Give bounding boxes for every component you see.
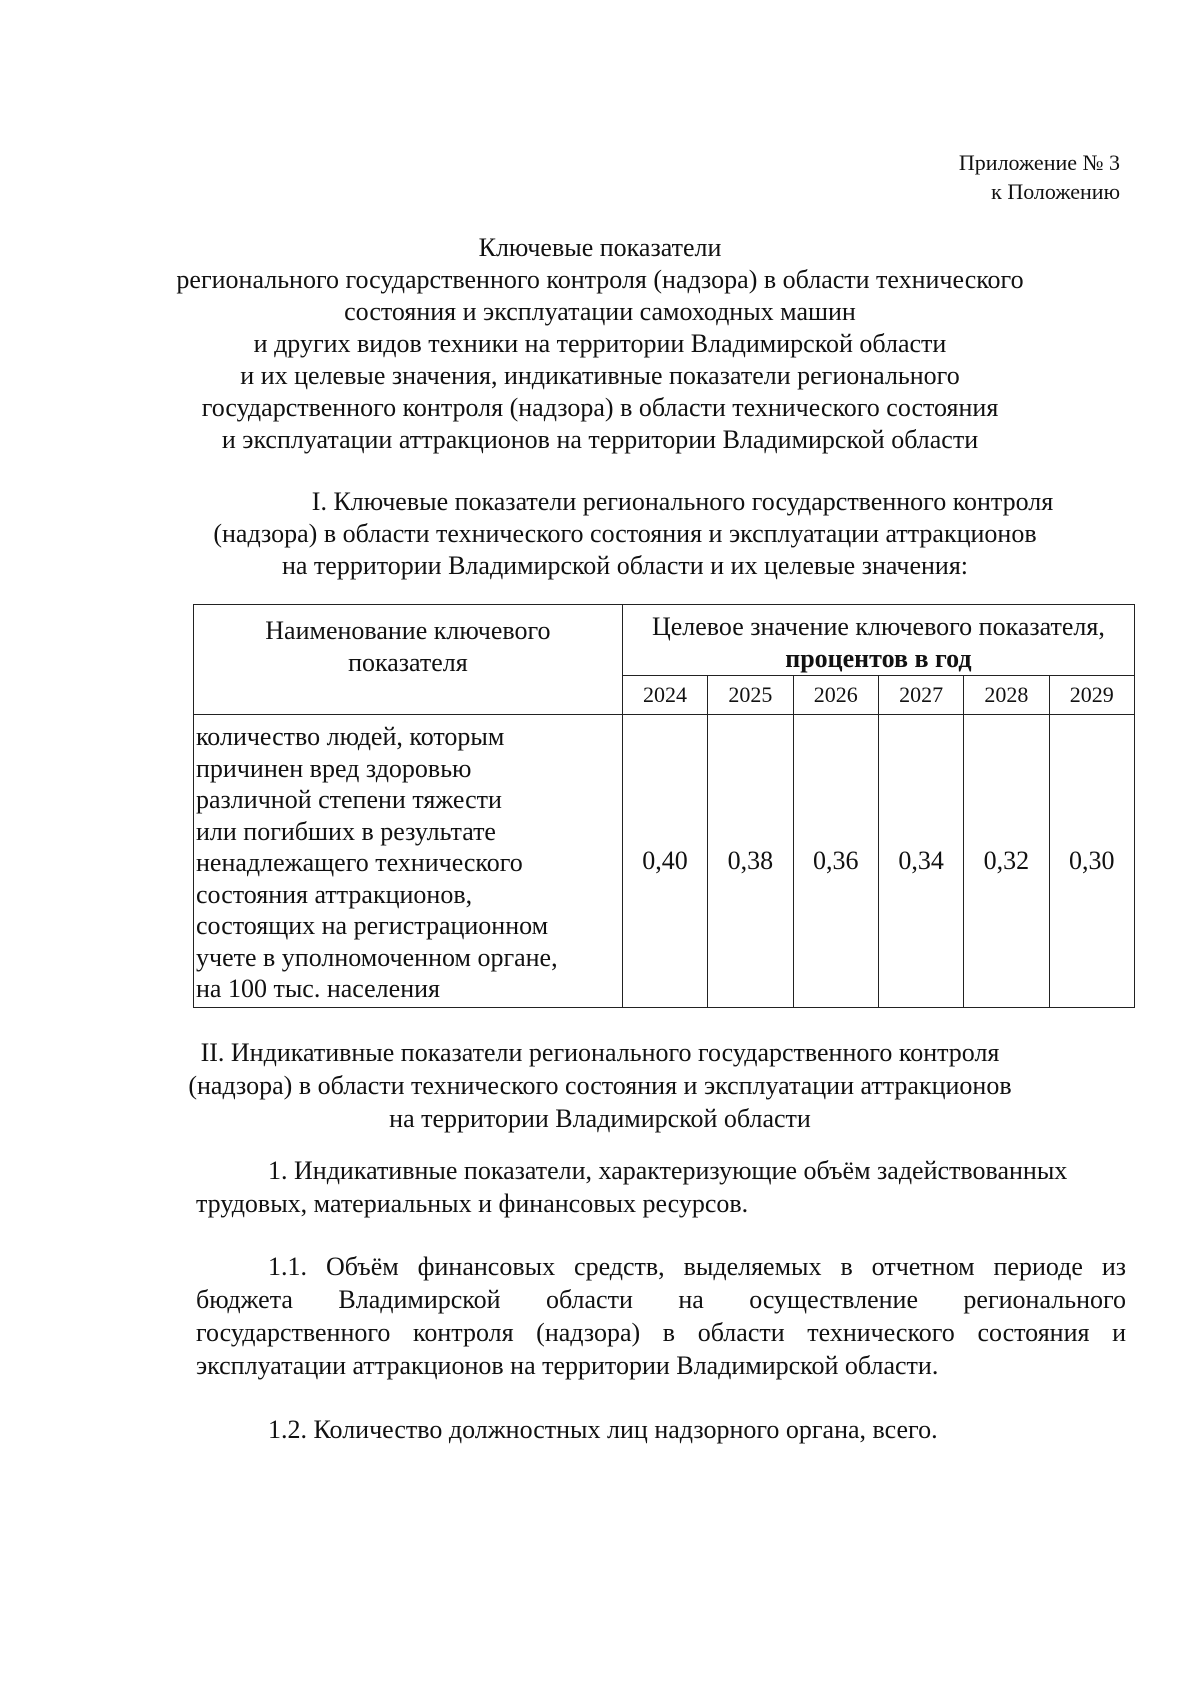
title-line: и эксплуатации аттракционов на территории Владимирской области [221, 425, 979, 454]
year-cell: 2027 [878, 676, 963, 715]
title-line: государственного контроля (надзора) в области технического состояния [201, 393, 999, 422]
paragraph-1-2: 1.2. Количество должностных лиц надзорного органа, всего. [268, 1415, 938, 1444]
value-cell: 0,40 [622, 715, 707, 1008]
year-cell: 2026 [793, 676, 878, 715]
title-line: и других видов техники на территории Владимирской области [253, 329, 947, 358]
year-cell: 2029 [1049, 676, 1134, 715]
value-cell: 0,38 [708, 715, 793, 1008]
section-heading-line: (надзора) в области технического состояния и эксплуатации аттракционов [188, 1071, 1012, 1100]
value-cell: 0,30 [1049, 715, 1134, 1008]
year-cell: 2028 [964, 676, 1049, 715]
title-line: Ключевые показатели [478, 233, 722, 262]
title-line: состояния и эксплуатации самоходных машин [344, 297, 856, 326]
value-cell: 0,36 [793, 715, 878, 1008]
annex-to-regulation: к Положению [991, 179, 1120, 204]
value-cell: 0,34 [878, 715, 963, 1008]
section-heading-line: (надзора) в области технического состояния и эксплуатации аттракционов [213, 519, 1037, 548]
section-heading-line: II. Индикативные показатели регионального государственного контроля [200, 1038, 1000, 1067]
header-target-value: Целевое значение ключевого показателя, процентов в год [622, 605, 1134, 676]
section-heading-line: на территории Владимирской области и их целевые значения: [281, 551, 969, 580]
year-cell: 2025 [708, 676, 793, 715]
title-line: и их целевые значения, индикативные показатели регионального [240, 361, 960, 390]
title-line: регионального государственного контроля (надзора) в области технического [176, 265, 1024, 294]
table-header-row [194, 605, 1135, 676]
section-heading-line: I. Ключевые показатели регионального государственного контроля [311, 487, 1054, 516]
header-indicator-name: Наименование ключевого показателя [194, 605, 623, 715]
section-heading-line: на территории Владимирской области [389, 1104, 811, 1133]
value-cell: 0,32 [964, 715, 1049, 1008]
section-2-heading [100, 1036, 1100, 1135]
year-cell: 2024 [622, 676, 707, 715]
document-title [100, 232, 1100, 456]
annex-number: Приложение № 3 [958, 150, 1120, 175]
table-row [194, 715, 1135, 1008]
section-1-heading [130, 486, 1120, 582]
paragraph-1: 1. Индикативные показатели, характеризующие объём задействованных трудовых, материальных и финансовых ресурсов. [196, 1156, 1068, 1218]
key-indicators-table [193, 604, 1135, 1008]
paragraph-1-1: 1.1. Объём финансовых средств, выделяемых в отчетном периоде из бюджета Владимирской области на осуществление регионального государственного контроля (надзора) в области технического состояния и эксплуатации аттракционов на территории Владимирской области. [196, 1252, 1126, 1380]
indicator-description: количество людей, которым причинен вред здоровью различной степени тяжести или погибших в результате ненадлежащего технического состояния аттракционов, состоящих на регистрационном учете в уполномоченном органе, на 100 тыс. населения [194, 715, 623, 1008]
annex-reference [959, 148, 1120, 206]
